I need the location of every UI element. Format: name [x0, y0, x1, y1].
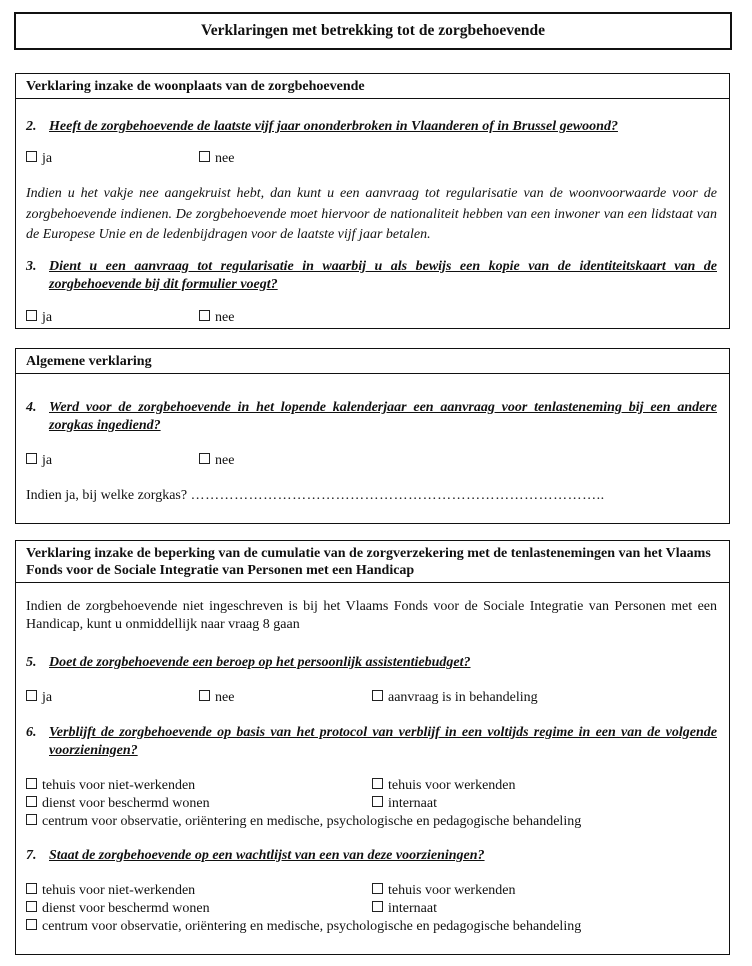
q5-option-nee[interactable] — [199, 689, 234, 706]
question-7-text: Staat de zorgbehoevende op een wachtlijst van een van deze voorzieningen? — [49, 848, 485, 863]
q6-option-label: tehuis voor niet-werkenden — [42, 778, 196, 793]
question-5 — [26, 654, 717, 672]
form-title: Verklaringen met betrekking tot de zorgbehoevende — [14, 12, 732, 50]
q5-option-pending[interactable] — [372, 689, 538, 706]
checkbox-icon[interactable] — [26, 151, 37, 162]
q4-option-ja[interactable] — [26, 452, 52, 469]
checkbox-icon[interactable] — [26, 919, 37, 930]
q3-option-ja-label: ja — [42, 310, 53, 325]
q3-option-ja[interactable] — [26, 309, 52, 326]
q7-option-boarding[interactable] — [372, 900, 437, 917]
q6-option-label: tehuis voor werkenden — [388, 778, 516, 793]
question-4 — [26, 399, 717, 435]
checkbox-icon[interactable] — [26, 814, 37, 825]
q7-option-label: tehuis voor werkenden — [388, 883, 516, 898]
section-cumulation-heading: Verklaring inzake de beperking van de cumulatie van de zorgverzekering met de tenlastenemingen van het Vlaams Fonds voor de Sociale Integratie van Personen met een Handicap — [16, 541, 729, 583]
q4-option-nee[interactable] — [199, 452, 234, 469]
checkbox-icon[interactable] — [26, 901, 37, 912]
checkbox-icon[interactable] — [199, 453, 210, 464]
checkbox-icon[interactable] — [372, 796, 383, 807]
q2-option-nee[interactable] — [199, 150, 234, 167]
q5-option-pending-label: aanvraag is in behandeling — [388, 690, 538, 705]
other-fund-field[interactable]: ………………………………………………………………………….. — [190, 488, 605, 503]
question-5-number: 5. — [26, 655, 37, 670]
checkbox-icon[interactable] — [26, 310, 37, 321]
q5-option-ja[interactable] — [26, 689, 52, 706]
question-6-number: 6. — [26, 725, 37, 740]
question-6 — [26, 724, 717, 760]
q6-option-working[interactable] — [372, 777, 516, 794]
regularisation-info: Indien u het vakje nee aangekruist hebt, dan kunt u een aanvraag tot regularisatie van de woonvoorwaarde voor de zorgbehoevende indienen. De zorgbehoevende moet hiervoor de nationaliteit hebben van een inwoner van een lidstaat van de Europese Unie en de ledenbijdragen voor de laatste vijf jaar betalen. — [26, 186, 717, 242]
question-2-number: 2. — [26, 119, 37, 134]
q6-option-centre[interactable] — [26, 813, 581, 830]
q6-option-label: internaat — [388, 796, 437, 811]
checkbox-icon[interactable] — [26, 796, 37, 807]
q7-option-label: internaat — [388, 901, 437, 916]
q3-option-nee-label: nee — [215, 310, 235, 325]
q5-option-nee-label: nee — [215, 690, 235, 705]
checkbox-icon[interactable] — [199, 151, 210, 162]
checkbox-icon[interactable] — [26, 453, 37, 464]
question-7-number: 7. — [26, 848, 37, 863]
cumulation-intro: Indien de zorgbehoevende niet ingeschreven is bij het Vlaams Fonds voor de Sociale Integratie van Personen met een Handicap, kunt u onmiddellijk naar vraag 8 gaan — [26, 599, 717, 632]
question-3-number: 3. — [26, 259, 37, 274]
checkbox-icon[interactable] — [199, 310, 210, 321]
q2-option-ja[interactable] — [26, 150, 52, 167]
q6-option-label: centrum voor observatie, oriëntering en medische, psychologische en pedagogische behandeling — [42, 814, 582, 829]
question-3-text: Dient u een aanvraag tot regularisatie in waarbij u als bewijs een kopie van de identiteitskaart van de zorgbehoevende bij dit formulier voegt? — [49, 259, 717, 292]
section-residence-heading: Verklaring inzake de woonplaats van de zorgbehoevende — [16, 74, 729, 99]
q7-option-sheltered[interactable] — [26, 900, 210, 917]
q6-option-sheltered[interactable] — [26, 795, 210, 812]
checkbox-icon[interactable] — [26, 883, 37, 894]
question-3 — [26, 258, 717, 294]
question-2 — [26, 118, 717, 136]
q2-option-ja-label: ja — [42, 151, 53, 166]
q7-option-centre[interactable] — [26, 918, 581, 935]
q3-option-nee[interactable] — [199, 309, 234, 326]
section-general-heading: Algemene verklaring — [16, 349, 729, 374]
checkbox-icon[interactable] — [372, 901, 383, 912]
q2-option-nee-label: nee — [215, 151, 235, 166]
other-fund-line — [26, 487, 605, 504]
checkbox-icon[interactable] — [372, 690, 383, 701]
question-7 — [26, 847, 717, 865]
q6-option-boarding[interactable] — [372, 795, 437, 812]
q5-option-ja-label: ja — [42, 690, 53, 705]
q7-option-label: tehuis voor niet-werkenden — [42, 883, 196, 898]
question-5-text: Doet de zorgbehoevende een beroep op het persoonlijk assistentiebudget? — [49, 655, 471, 670]
q6-option-label: dienst voor beschermd wonen — [42, 796, 210, 811]
question-4-text: Werd voor de zorgbehoevende in het lopende kalenderjaar een aanvraag voor tenlasteneming bij een andere zorgkas ingediend? — [49, 400, 717, 433]
checkbox-icon[interactable] — [372, 778, 383, 789]
q7-option-working[interactable] — [372, 882, 516, 899]
checkbox-icon[interactable] — [26, 778, 37, 789]
q7-option-label: dienst voor beschermd wonen — [42, 901, 210, 916]
q4-option-nee-label: nee — [215, 453, 235, 468]
checkbox-icon[interactable] — [199, 690, 210, 701]
checkbox-icon[interactable] — [26, 690, 37, 701]
q4-option-ja-label: ja — [42, 453, 53, 468]
question-2-text: Heeft de zorgbehoevende de laatste vijf jaar ononderbroken in Vlaanderen of in Brussel gewoond? — [49, 119, 618, 134]
question-6-text: Verblijft de zorgbehoevende op basis van het protocol van verblijf in een voltijds regime in een van de volgende voorzieningen? — [49, 725, 717, 758]
section-general — [15, 348, 730, 524]
other-fund-label: Indien ja, bij welke zorgkas? — [26, 488, 191, 503]
checkbox-icon[interactable] — [372, 883, 383, 894]
q7-option-label: centrum voor observatie, oriëntering en medische, psychologische en pedagogische behandeling — [42, 919, 582, 934]
q7-option-nonworking[interactable] — [26, 882, 195, 899]
section-residence — [15, 73, 730, 329]
q6-option-nonworking[interactable] — [26, 777, 195, 794]
section-cumulation — [15, 540, 730, 955]
question-4-number: 4. — [26, 400, 37, 415]
